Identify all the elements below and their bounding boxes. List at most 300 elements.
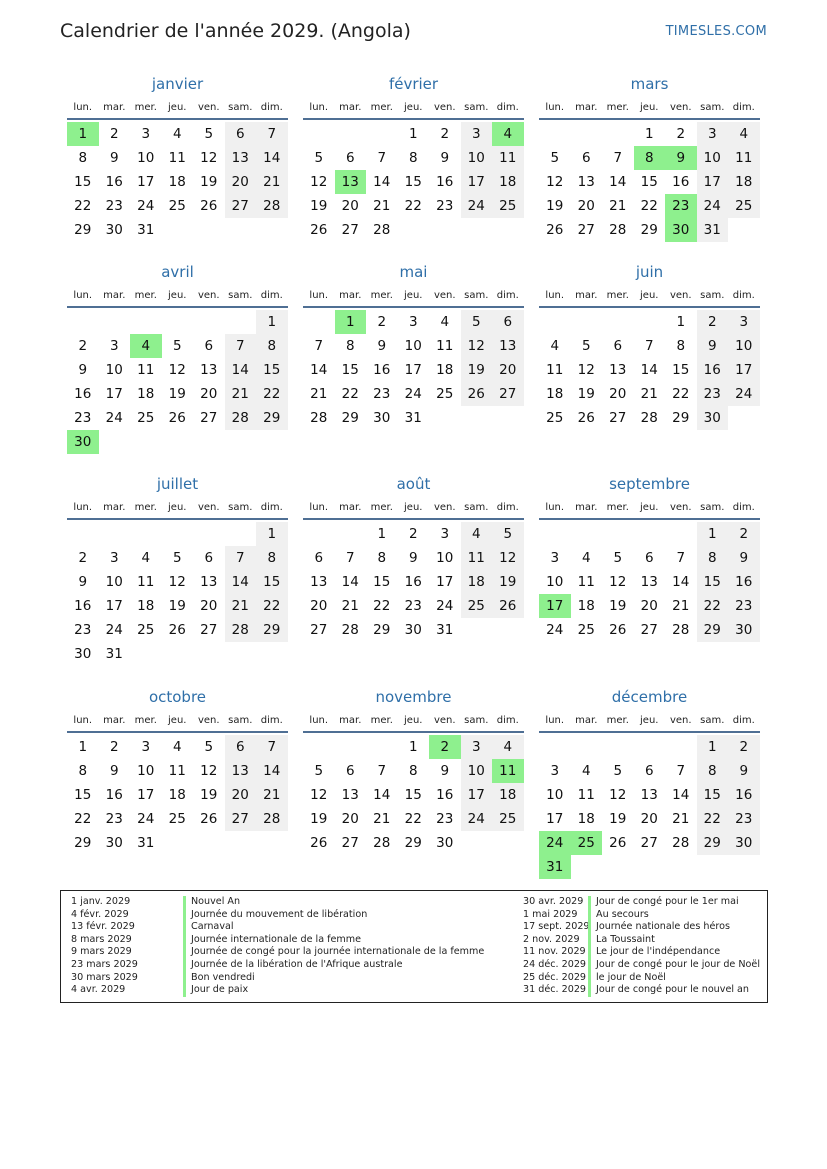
month-10 — [303, 685, 524, 855]
empty-cell — [303, 735, 335, 759]
day-cell: 12 — [310, 787, 328, 803]
day-cell: 2 — [728, 522, 760, 546]
day-cell: 18 — [137, 598, 155, 614]
empty-cell — [539, 735, 571, 759]
empty-cell — [335, 122, 367, 146]
day-cell: 26 — [200, 198, 218, 214]
day-cell: 15 — [640, 174, 658, 190]
day-cell: 13 — [341, 787, 359, 803]
day-cell: 6 — [204, 338, 214, 354]
day-cell: 28 — [373, 222, 391, 238]
holiday-day-cell: 13 — [335, 170, 367, 194]
weekday-label: ven. — [669, 501, 692, 513]
day-cell: 2 — [377, 314, 387, 330]
weekday-label: mer. — [370, 714, 393, 726]
empty-cell — [665, 522, 697, 546]
day-cell: 16 — [728, 570, 760, 594]
day-cell: 25 — [137, 622, 155, 638]
month-name: mars — [630, 75, 669, 93]
day-cell: 3 — [697, 122, 729, 146]
legend-row — [523, 972, 760, 985]
day-cell: 21 — [310, 386, 328, 402]
day-cell: 20 — [200, 386, 218, 402]
weekday-label: sam. — [228, 101, 253, 113]
month-1 — [303, 72, 524, 242]
legend-row — [523, 984, 760, 997]
day-cell: 19 — [168, 598, 186, 614]
empty-cell — [130, 522, 162, 546]
day-cell: 3 — [141, 126, 151, 142]
empty-cell — [162, 522, 194, 546]
day-cell: 3 — [728, 310, 760, 334]
day-cell: 23 — [105, 198, 123, 214]
day-cell: 13 — [609, 362, 627, 378]
legend-row — [71, 984, 484, 997]
day-cell: 20 — [577, 198, 595, 214]
day-cell: 20 — [310, 598, 328, 614]
day-cell: 29 — [341, 410, 359, 426]
day-cell: 10 — [697, 146, 729, 170]
day-cell: 30 — [404, 622, 422, 638]
legend-row — [71, 921, 484, 934]
day-cell: 25 — [546, 410, 564, 426]
weekday-label: mer. — [606, 101, 629, 113]
weekday-label: mar. — [575, 714, 598, 726]
day-cell: 24 — [461, 194, 493, 218]
day-cell: 13 — [640, 787, 658, 803]
month-name: janvier — [151, 75, 204, 93]
holiday-legend-left — [71, 896, 484, 997]
weekday-header — [67, 496, 288, 518]
day-cell: 23 — [728, 594, 760, 618]
weekday-header — [303, 284, 524, 306]
day-cell: 22 — [256, 382, 288, 406]
day-cell: 9 — [377, 338, 387, 354]
day-cell: 22 — [640, 198, 658, 214]
empty-cell — [571, 522, 603, 546]
day-cell: 6 — [492, 310, 524, 334]
day-cell: 15 — [697, 570, 729, 594]
day-grid — [539, 522, 760, 642]
month-name: décembre — [611, 688, 688, 706]
day-cell: 2 — [78, 550, 88, 566]
day-cell: 22 — [74, 811, 92, 827]
day-cell: 6 — [613, 338, 623, 354]
day-cell: 13 — [200, 574, 218, 590]
weekday-label: ven. — [197, 101, 220, 113]
empty-cell — [539, 310, 571, 334]
holiday-day-cell: 1 — [335, 310, 367, 334]
holiday-day-cell: 9 — [665, 146, 697, 170]
empty-cell — [225, 522, 257, 546]
weekday-label: mar. — [103, 501, 126, 513]
weekday-label: lun. — [545, 101, 565, 113]
day-cell: 2 — [440, 126, 450, 142]
day-cell: 23 — [74, 410, 92, 426]
legend-holiday-name: Le jour de l'indépendance — [588, 946, 720, 959]
day-cell: 3 — [408, 314, 418, 330]
day-cell: 27 — [200, 410, 218, 426]
day-cell: 11 — [137, 362, 155, 378]
day-cell: 25 — [137, 410, 155, 426]
weekday-label: mar. — [103, 714, 126, 726]
day-cell: 15 — [74, 787, 92, 803]
day-cell: 1 — [256, 522, 288, 546]
weekday-label: sam. — [700, 101, 725, 113]
day-cell: 19 — [609, 811, 627, 827]
month-11 — [539, 685, 760, 879]
weekday-label: mar. — [575, 501, 598, 513]
weekday-label: mar. — [339, 289, 362, 301]
legend-row — [523, 896, 760, 909]
weekday-label: mer. — [134, 714, 157, 726]
day-cell: 24 — [728, 382, 760, 406]
day-cell: 7 — [225, 334, 257, 358]
day-cell: 10 — [546, 787, 564, 803]
day-cell: 7 — [256, 122, 288, 146]
weekday-label: lun. — [73, 714, 93, 726]
day-cell: 21 — [256, 170, 288, 194]
day-cell: 19 — [200, 174, 218, 190]
day-cell: 4 — [172, 739, 182, 755]
day-cell: 31 — [697, 218, 729, 242]
day-cell: 26 — [310, 835, 328, 851]
day-cell: 21 — [672, 598, 690, 614]
legend-row — [523, 909, 760, 922]
day-cell: 26 — [461, 382, 493, 406]
day-grid — [539, 310, 760, 430]
legend-date: 2 nov. 2029 — [523, 933, 580, 945]
day-cell: 14 — [256, 146, 288, 170]
month-5 — [539, 260, 760, 430]
day-cell: 4 — [581, 550, 591, 566]
weekday-label: mar. — [103, 289, 126, 301]
legend-holiday-name: Journée nationale des héros — [588, 921, 730, 934]
weekday-label: dim. — [260, 101, 283, 113]
day-cell: 2 — [78, 338, 88, 354]
weekday-label: ven. — [669, 289, 692, 301]
weekday-label: mer. — [134, 501, 157, 513]
month-9 — [67, 685, 288, 855]
empty-cell — [67, 522, 99, 546]
legend-date: 31 déc. 2029 — [523, 984, 587, 996]
weekday-label: mer. — [370, 101, 393, 113]
day-cell: 24 — [404, 386, 422, 402]
month-name: septembre — [609, 475, 690, 493]
weekday-label: sam. — [464, 501, 489, 513]
day-cell: 21 — [256, 783, 288, 807]
day-cell: 24 — [137, 198, 155, 214]
empty-cell — [99, 522, 131, 546]
day-cell: 2 — [728, 735, 760, 759]
weekday-label: sam. — [228, 501, 253, 513]
legend-holiday-name: La Toussaint — [588, 934, 655, 947]
day-cell: 2 — [109, 739, 119, 755]
legend-row — [71, 959, 484, 972]
empty-cell — [634, 310, 666, 334]
day-cell: 12 — [168, 574, 186, 590]
day-cell: 5 — [172, 338, 182, 354]
weekday-label: lun. — [309, 289, 329, 301]
day-cell: 13 — [310, 574, 328, 590]
header-divider — [539, 731, 760, 733]
day-cell: 5 — [461, 310, 493, 334]
day-cell: 29 — [672, 410, 690, 426]
day-cell: 6 — [644, 763, 654, 779]
day-cell: 2 — [676, 126, 686, 142]
day-cell: 4 — [440, 314, 450, 330]
month-name: février — [388, 75, 439, 93]
weekday-header — [303, 96, 524, 118]
legend-holiday-name: Jour de paix — [183, 984, 248, 997]
empty-cell — [335, 735, 367, 759]
day-cell: 28 — [341, 622, 359, 638]
day-cell: 30 — [74, 646, 92, 662]
legend-date: 4 févr. 2029 — [71, 908, 129, 920]
day-cell: 10 — [404, 338, 422, 354]
empty-cell — [99, 310, 131, 334]
day-cell: 13 — [225, 146, 257, 170]
day-cell: 6 — [204, 550, 214, 566]
day-cell: 12 — [546, 174, 564, 190]
day-cell: 25 — [168, 198, 186, 214]
day-cell: 15 — [404, 787, 422, 803]
empty-cell — [571, 310, 603, 334]
legend-row — [523, 934, 760, 947]
day-cell: 22 — [341, 386, 359, 402]
header-divider — [67, 731, 288, 733]
day-cell: 7 — [314, 338, 324, 354]
weekday-label: sam. — [700, 714, 725, 726]
legend-date: 24 déc. 2029 — [523, 958, 587, 970]
day-cell: 1 — [676, 314, 686, 330]
day-cell: 5 — [581, 338, 591, 354]
weekday-label: ven. — [433, 101, 456, 113]
weekday-label: jeu. — [404, 289, 423, 301]
empty-cell — [634, 522, 666, 546]
day-cell: 17 — [105, 386, 123, 402]
month-4 — [303, 260, 524, 430]
day-cell: 24 — [461, 807, 493, 831]
day-cell: 22 — [404, 811, 422, 827]
day-cell: 27 — [341, 222, 359, 238]
day-cell: 12 — [492, 546, 524, 570]
weekday-label: dim. — [732, 101, 755, 113]
weekday-label: dim. — [496, 501, 519, 513]
day-cell: 17 — [461, 783, 493, 807]
day-cell: 25 — [492, 807, 524, 831]
day-cell: 3 — [550, 550, 560, 566]
day-cell: 20 — [225, 783, 257, 807]
weekday-label: dim. — [496, 289, 519, 301]
day-cell: 30 — [105, 835, 123, 851]
day-cell: 1 — [408, 126, 418, 142]
day-cell: 16 — [436, 787, 454, 803]
day-cell: 10 — [728, 334, 760, 358]
day-cell: 14 — [373, 787, 391, 803]
day-cell: 25 — [492, 194, 524, 218]
day-cell: 28 — [225, 406, 257, 430]
day-cell: 16 — [74, 386, 92, 402]
day-grid — [303, 310, 524, 430]
day-cell: 18 — [577, 811, 595, 827]
weekday-label: mer. — [134, 289, 157, 301]
weekday-label: lun. — [545, 714, 565, 726]
weekday-header — [539, 496, 760, 518]
day-cell: 6 — [345, 763, 355, 779]
weekday-label: lun. — [545, 501, 565, 513]
day-cell: 19 — [168, 386, 186, 402]
day-cell: 18 — [168, 787, 186, 803]
day-cell: 14 — [609, 174, 627, 190]
empty-cell — [67, 310, 99, 334]
day-cell: 28 — [256, 194, 288, 218]
day-cell: 2 — [697, 310, 729, 334]
day-cell: 19 — [577, 386, 595, 402]
empty-cell — [602, 522, 634, 546]
weekday-header — [303, 709, 524, 731]
weekday-label: dim. — [732, 289, 755, 301]
day-cell: 15 — [404, 174, 422, 190]
day-cell: 7 — [644, 338, 654, 354]
day-cell: 9 — [728, 546, 760, 570]
month-name: juin — [635, 263, 664, 281]
legend-holiday-name: Jour de congé pour le 1er mai — [588, 896, 739, 909]
day-cell: 17 — [697, 170, 729, 194]
day-cell: 8 — [256, 546, 288, 570]
day-cell: 22 — [74, 198, 92, 214]
day-cell: 9 — [697, 334, 729, 358]
weekday-header — [303, 496, 524, 518]
day-cell: 7 — [256, 735, 288, 759]
day-cell: 6 — [314, 550, 324, 566]
header-divider — [303, 731, 524, 733]
day-cell: 11 — [492, 146, 524, 170]
day-cell: 25 — [436, 386, 454, 402]
day-cell: 24 — [697, 194, 729, 218]
day-cell: 18 — [546, 386, 564, 402]
holiday-day-cell: 1 — [67, 122, 99, 146]
day-grid — [67, 122, 288, 242]
legend-holiday-name: Journée du mouvement de libération — [183, 909, 367, 922]
day-cell: 28 — [225, 618, 257, 642]
holiday-day-cell: 4 — [492, 122, 524, 146]
holiday-day-cell: 31 — [539, 855, 571, 879]
day-cell: 13 — [492, 334, 524, 358]
legend-holiday-name: Journée de congé pour la journée internationale de la femme — [183, 946, 484, 959]
weekday-label: ven. — [669, 101, 692, 113]
day-cell: 15 — [256, 358, 288, 382]
weekday-header — [67, 709, 288, 731]
legend-row — [523, 921, 760, 934]
day-cell: 4 — [581, 763, 591, 779]
day-cell: 8 — [345, 338, 355, 354]
day-cell: 15 — [256, 570, 288, 594]
day-cell: 9 — [78, 574, 88, 590]
weekday-label: sam. — [700, 289, 725, 301]
day-cell: 23 — [436, 198, 454, 214]
day-cell: 5 — [314, 763, 324, 779]
weekday-label: ven. — [433, 289, 456, 301]
day-cell: 31 — [105, 646, 123, 662]
day-cell: 12 — [577, 362, 595, 378]
day-cell: 30 — [697, 406, 729, 430]
day-cell: 26 — [609, 835, 627, 851]
day-cell: 4 — [492, 735, 524, 759]
empty-cell — [602, 122, 634, 146]
day-cell: 21 — [341, 598, 359, 614]
weekday-label: dim. — [260, 289, 283, 301]
header-divider — [67, 118, 288, 120]
empty-cell — [366, 122, 398, 146]
day-cell: 16 — [697, 358, 729, 382]
legend-date: 11 nov. 2029 — [523, 946, 586, 958]
weekday-label: ven. — [433, 501, 456, 513]
day-cell: 24 — [105, 622, 123, 638]
legend-row — [71, 909, 484, 922]
day-cell: 16 — [373, 362, 391, 378]
weekday-label: mar. — [339, 101, 362, 113]
day-cell: 14 — [373, 174, 391, 190]
day-cell: 29 — [74, 835, 92, 851]
legend-holiday-name: Journée de la libération de l'Afrique australe — [183, 959, 402, 972]
day-cell: 12 — [609, 574, 627, 590]
legend-date: 30 avr. 2029 — [523, 896, 584, 907]
day-cell: 8 — [676, 338, 686, 354]
empty-cell — [193, 522, 225, 546]
day-cell: 28 — [373, 835, 391, 851]
day-cell: 5 — [314, 150, 324, 166]
day-cell: 28 — [672, 835, 690, 851]
day-cell: 16 — [404, 574, 422, 590]
day-cell: 7 — [676, 550, 686, 566]
empty-cell — [634, 735, 666, 759]
day-cell: 15 — [697, 783, 729, 807]
day-cell: 25 — [728, 194, 760, 218]
day-cell: 9 — [109, 150, 119, 166]
day-cell: 23 — [74, 622, 92, 638]
day-cell: 6 — [644, 550, 654, 566]
day-cell: 8 — [377, 550, 387, 566]
holiday-day-cell: 25 — [571, 831, 603, 855]
day-cell: 29 — [74, 222, 92, 238]
holiday-day-cell: 23 — [665, 194, 697, 218]
weekday-label: ven. — [433, 714, 456, 726]
day-cell: 19 — [200, 787, 218, 803]
weekday-label: lun. — [309, 714, 329, 726]
weekday-label: mar. — [575, 289, 598, 301]
weekday-label: dim. — [496, 101, 519, 113]
day-cell: 3 — [440, 526, 450, 542]
empty-cell — [303, 522, 335, 546]
day-cell: 14 — [225, 570, 257, 594]
day-cell: 17 — [105, 598, 123, 614]
brand-link[interactable]: TIMESLES.COM — [665, 24, 767, 39]
legend-holiday-name: Bon vendredi — [183, 972, 255, 985]
day-cell: 13 — [225, 759, 257, 783]
day-cell: 17 — [404, 362, 422, 378]
day-cell: 17 — [461, 170, 493, 194]
weekday-label: dim. — [496, 714, 519, 726]
day-cell: 1 — [697, 735, 729, 759]
day-cell: 9 — [440, 763, 450, 779]
day-cell: 31 — [404, 410, 422, 426]
day-cell: 31 — [137, 835, 155, 851]
day-grid — [67, 310, 288, 454]
day-cell: 9 — [109, 763, 119, 779]
day-cell: 8 — [78, 763, 88, 779]
day-cell: 3 — [461, 735, 493, 759]
